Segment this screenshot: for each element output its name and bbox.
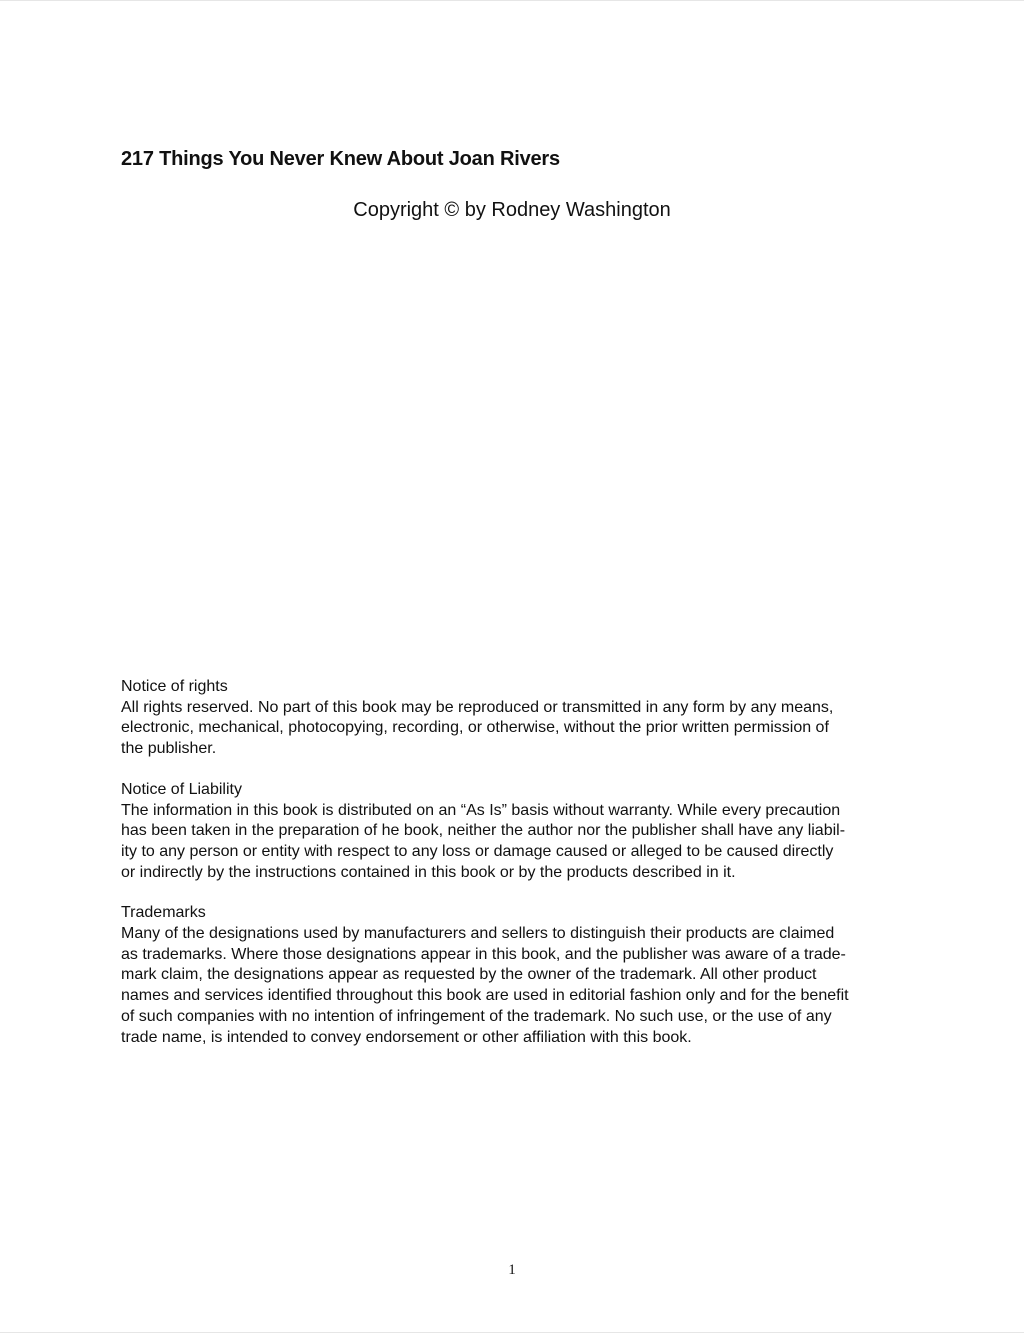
notice-body [121,924,911,1048]
notice-line: mark claim, the designations appear as requested by the owner of the trademark. All other product [121,966,817,984]
notice-line: electronic, mechanical, photocopying, recording, or otherwise, without the prior written permission of [121,719,829,737]
notice-line: the publisher. [121,740,217,758]
page-number: 1 [508,1262,516,1278]
notice-line: names and services identified throughout this book are used in editorial fashion only and for the benefit [121,987,849,1005]
notice-line: Many of the designations used by manufacturers and sellers to distinguish their products are claimed [121,925,835,943]
notice-of-liability [121,780,911,884]
book-title: 217 Things You Never Knew About Joan Rivers [121,148,560,170]
notice-line: The information in this book is distributed on an “As Is” basis without warranty. While every precaution [121,801,841,819]
notice-of-rights [121,677,911,760]
notice-body [121,698,911,760]
notice-line: or indirectly by the instructions contained in this book or by the products described in it. [121,863,736,881]
notice-heading: Trademarks [121,904,206,922]
notice-line: ity to any person or entity with respect to any loss or damage caused or alleged to be caused directly [121,842,834,860]
legal-notices [121,677,911,1068]
trademarks-notice [121,903,911,1048]
notice-line: as trademarks. Where those designations appear in this book, and the publisher was aware of a trade- [121,945,846,963]
copyright-line: Copyright © by Rodney Washington [353,199,671,221]
notice-line: All rights reserved. No part of this book may be reproduced or transmitted in any form by any means, [121,698,834,716]
notice-line: has been taken in the preparation of he book, neither the author nor the publisher shall have any liabil- [121,822,846,840]
notice-line: of such companies with no intention of infringement of the trademark. No such use, or the use of any [121,1007,832,1025]
notice-heading: Notice of rights [121,678,228,695]
notice-body [121,801,911,884]
notice-heading: Notice of Liability [121,780,242,798]
notice-line: trade name, is intended to convey endorsement or other affiliation with this book. [121,1028,692,1046]
